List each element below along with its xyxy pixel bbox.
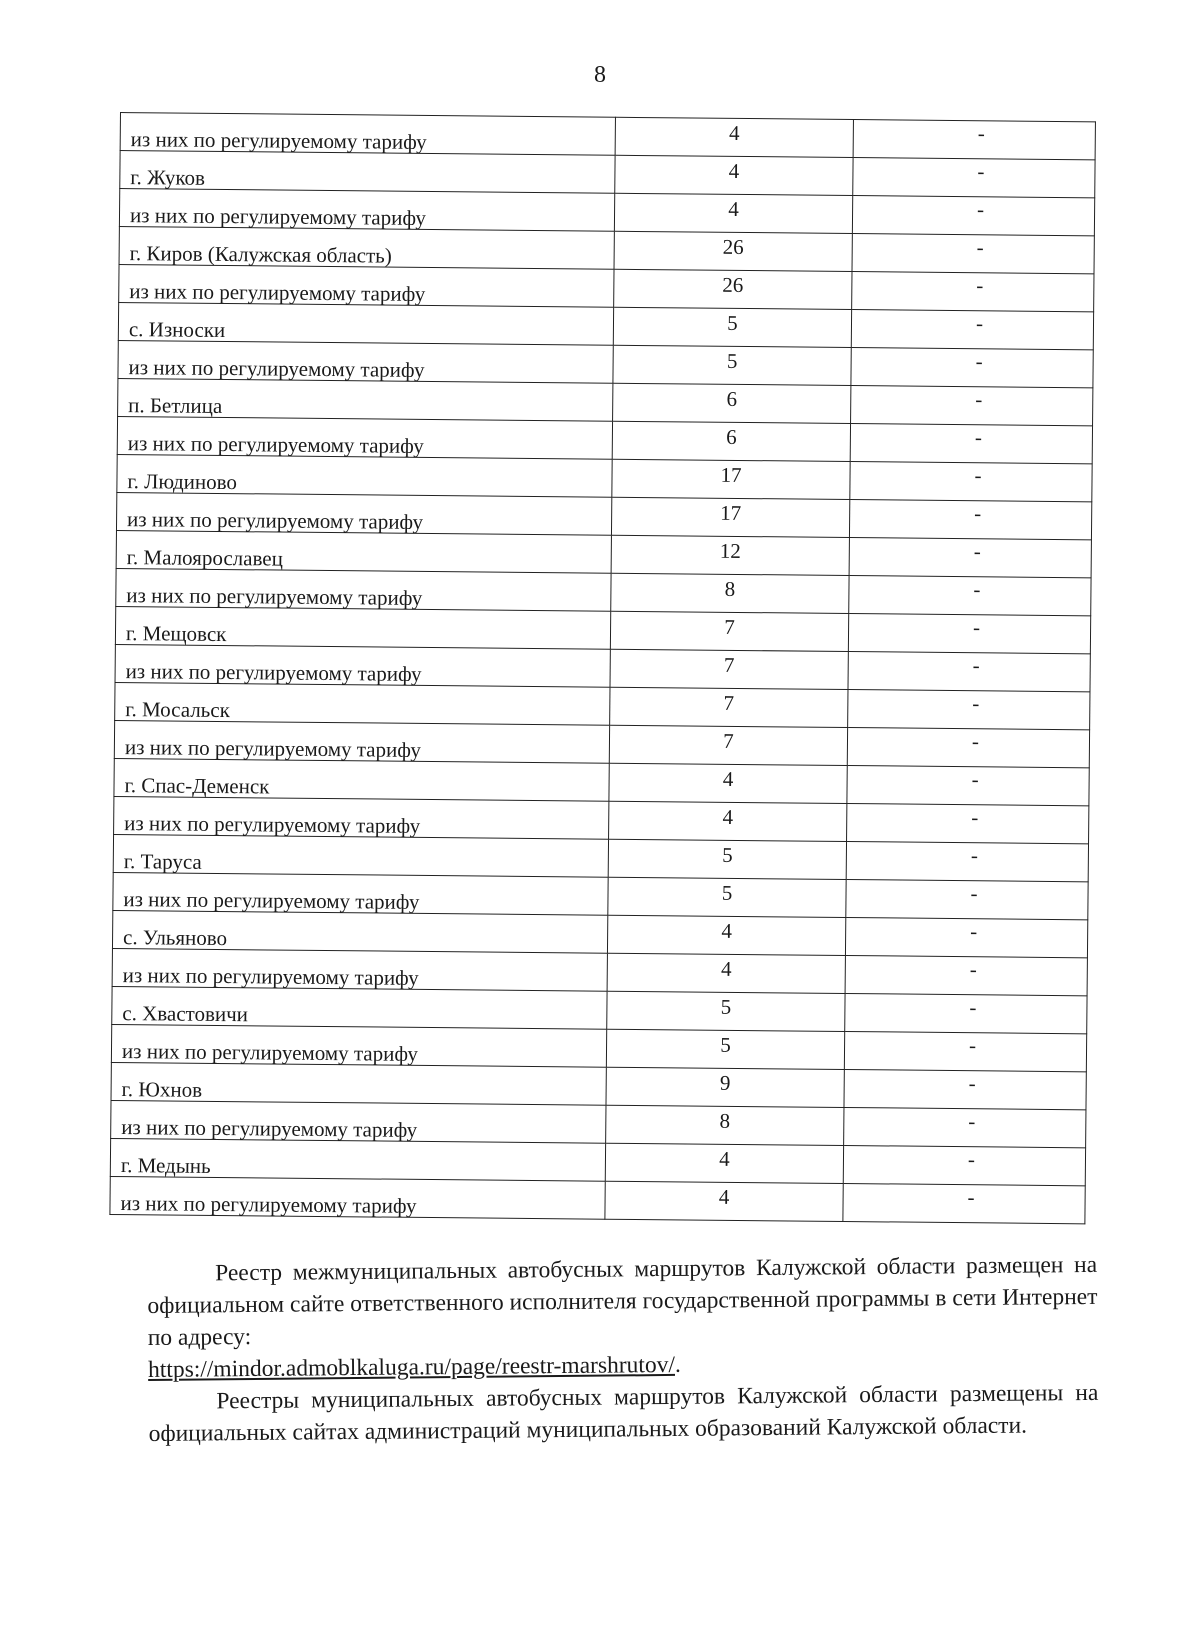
row-other-cell: - — [844, 1031, 1086, 1071]
row-name-cell: г. Малоярославец — [116, 530, 611, 573]
row-name-cell: г. Медынь — [110, 1138, 605, 1181]
row-other-cell: - — [847, 766, 1089, 806]
row-name-cell: с. Хвастовичи — [112, 986, 607, 1029]
row-other-cell: - — [846, 880, 1088, 920]
row-count-cell: 7 — [610, 611, 848, 651]
row-other-cell: - — [853, 120, 1095, 160]
row-name-cell: из них по регулируемому тарифу — [116, 568, 611, 611]
row-name-cell: г. Жуков — [120, 151, 615, 194]
row-count-cell: 5 — [608, 839, 846, 879]
row-other-cell: - — [845, 994, 1087, 1034]
routes-table-body — [110, 113, 1096, 1224]
row-other-cell: - — [844, 1069, 1086, 1109]
row-other-cell: - — [848, 690, 1090, 730]
row-name-cell: г. Спас-Деменск — [114, 758, 609, 801]
row-other-cell: - — [852, 196, 1094, 236]
row-other-cell: - — [851, 386, 1093, 426]
row-count-cell: 4 — [607, 915, 845, 955]
row-other-cell: - — [844, 1107, 1086, 1147]
row-count-cell: 4 — [605, 1143, 843, 1183]
row-other-cell: - — [850, 424, 1092, 464]
row-other-cell: - — [845, 918, 1087, 958]
row-name-cell: из них по регулируемому тарифу — [113, 872, 608, 915]
row-other-cell: - — [853, 158, 1095, 198]
row-count-cell: 7 — [610, 649, 848, 689]
row-other-cell: - — [851, 310, 1093, 350]
row-count-cell: 5 — [608, 877, 846, 917]
row-count-cell: 17 — [612, 459, 850, 499]
row-name-cell: г. Людиново — [117, 454, 612, 497]
row-name-cell: из них по регулируемому тарифу — [114, 720, 609, 763]
row-count-cell: 9 — [606, 1067, 844, 1107]
row-other-cell: - — [849, 576, 1091, 616]
row-name-cell: из них по регулируемому тарифу — [111, 1024, 606, 1067]
registry-link-suffix: . — [674, 1351, 681, 1378]
row-count-cell: 4 — [609, 763, 847, 803]
row-name-cell: п. Бетлица — [118, 378, 613, 421]
note-intermunicipal-text: Реестр межмуниципальных автобусных маршрутов Калужской области размещен на официальном сайте ответственного исполнителя государственной программы в сети Интернет по адресу: — [147, 1251, 1098, 1351]
row-count-cell: 4 — [615, 117, 853, 157]
row-name-cell: г. Таруса — [113, 834, 608, 877]
row-other-cell: - — [847, 728, 1089, 768]
row-name-cell: г. Мещовск — [115, 606, 610, 649]
note-paragraph-municipal: Реестры муниципальных автобусных маршрутов Калужской области размещены на официальных сайтах администраций муниципальных образований Калужской области. — [148, 1379, 1099, 1447]
row-count-cell: 4 — [609, 801, 847, 841]
row-other-cell: - — [849, 538, 1091, 578]
row-count-cell: 5 — [613, 345, 851, 385]
table-row — [110, 1176, 1085, 1223]
row-count-cell: 4 — [614, 193, 852, 233]
row-count-cell: 6 — [613, 383, 851, 423]
row-count-cell: 4 — [607, 953, 845, 993]
row-name-cell: г. Киров (Калужская область) — [119, 226, 614, 269]
row-name-cell: из них по регулируемому тарифу — [119, 189, 614, 232]
row-count-cell: 4 — [605, 1181, 843, 1221]
row-other-cell: - — [843, 1145, 1085, 1185]
row-name-cell: из них по регулируемому тарифу — [119, 264, 614, 307]
row-name-cell: из них по регулируемому тарифу — [118, 340, 613, 383]
row-other-cell: - — [847, 804, 1089, 844]
row-other-cell: - — [843, 1183, 1085, 1223]
row-other-cell: - — [845, 956, 1087, 996]
row-count-cell: 8 — [611, 573, 849, 613]
routes-table — [109, 112, 1096, 1224]
row-other-cell: - — [849, 500, 1091, 540]
registry-link[interactable]: https://mindor.admoblkaluga.ru/page/reestr-marshrutov/ — [147, 1351, 676, 1383]
page-number: 8 — [594, 62, 606, 88]
notes-section — [147, 1249, 1099, 1450]
row-name-cell: с. Износки — [118, 302, 613, 345]
row-name-cell: г. Юхнов — [111, 1062, 606, 1105]
row-other-cell: - — [850, 462, 1092, 502]
row-count-cell: 5 — [613, 307, 851, 347]
note-paragraph-intermunicipal — [147, 1249, 1098, 1386]
routes-table-container — [109, 112, 1095, 1224]
row-name-cell: из них по регулируемому тарифу — [115, 644, 610, 687]
row-count-cell: 6 — [612, 421, 850, 461]
row-name-cell: из них по регулируемому тарифу — [116, 492, 611, 535]
row-name-cell: из них по регулируемому тарифу — [112, 948, 607, 991]
row-other-cell: - — [852, 234, 1094, 274]
row-other-cell: - — [848, 652, 1090, 692]
row-count-cell: 17 — [611, 497, 849, 537]
row-count-cell: 8 — [606, 1105, 844, 1145]
row-other-cell: - — [846, 842, 1088, 882]
row-count-cell: 4 — [615, 155, 853, 195]
row-name-cell: из них по регулируемому тарифу — [120, 113, 615, 156]
row-count-cell: 26 — [614, 231, 852, 271]
row-name-cell: с. Ульяново — [112, 910, 607, 953]
row-other-cell: - — [851, 348, 1093, 388]
row-name-cell: г. Мосальск — [115, 682, 610, 725]
row-count-cell: 5 — [606, 1029, 844, 1069]
row-count-cell: 7 — [609, 725, 847, 765]
row-count-cell: 5 — [607, 991, 845, 1031]
row-other-cell: - — [848, 614, 1090, 654]
row-name-cell: из них по регулируемому тарифу — [117, 416, 612, 459]
row-count-cell: 7 — [610, 687, 848, 727]
row-name-cell: из них по регулируемому тарифу — [114, 796, 609, 839]
row-name-cell: из них по регулируемому тарифу — [110, 1176, 605, 1219]
row-count-cell: 26 — [614, 269, 852, 309]
row-name-cell: из них по регулируемому тарифу — [111, 1100, 606, 1143]
row-other-cell: - — [852, 272, 1094, 312]
row-count-cell: 12 — [611, 535, 849, 575]
